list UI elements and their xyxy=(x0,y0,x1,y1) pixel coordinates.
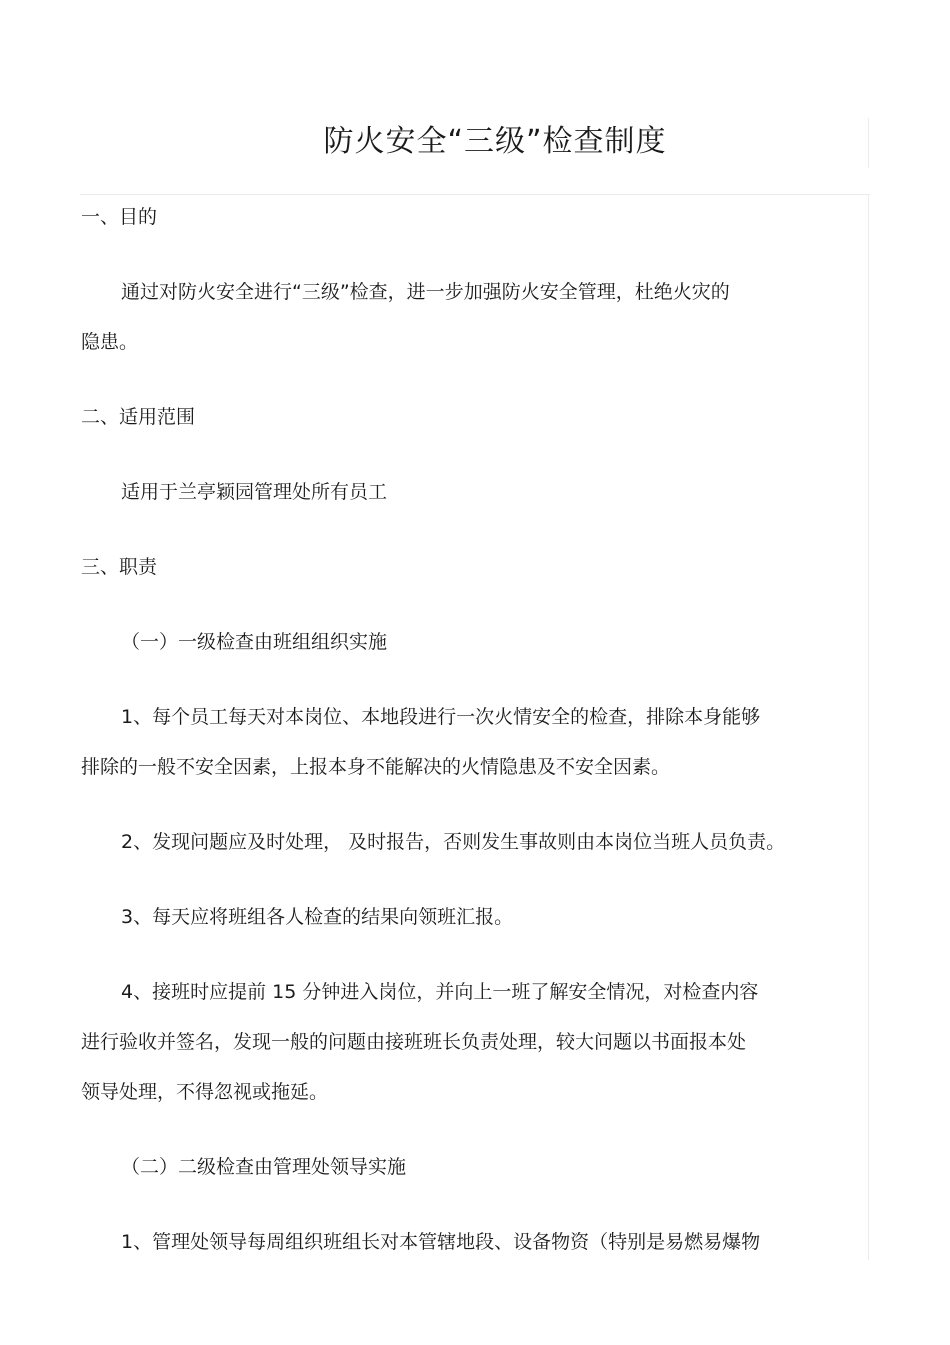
header-divider xyxy=(80,194,870,195)
paragraph-line: 排除的一般不安全因素，上报本身不能解决的火情隐患及不安全因素。 xyxy=(81,756,671,778)
subsection-heading-level-two: （二）二级检查由管理处领导实施 xyxy=(121,1156,407,1178)
document-title: 防火安全“三级”检查制度 xyxy=(323,124,667,159)
paragraph-line: 1、管理处领导每周组织班组长对本管辖地段、设备物资（特别是易燃易爆物 xyxy=(121,1231,761,1253)
paragraph-line: 进行验收并签名，发现一般的问题由接班班长负责处理，较大问题以书面报本处 xyxy=(81,1031,747,1053)
section-heading-duties: 三、职责 xyxy=(81,556,158,578)
paragraph-line: 隐患。 xyxy=(81,331,139,353)
paragraph-line: 2、发现问题应及时处理， 及时报告，否则发生事故则由本岗位当班人员负责。 xyxy=(121,831,786,853)
subsection-heading-level-one: （一）一级检查由班组组织实施 xyxy=(121,631,388,653)
paragraph-line: 1、每个员工每天对本岗位、本地段进行一次火情安全的检查，排除本身能够 xyxy=(121,706,761,728)
paragraph-line: 3、每天应将班组各人检查的结果向领班汇报。 xyxy=(121,906,514,928)
page-edge-line xyxy=(868,195,869,1260)
section-heading-purpose: 一、目的 xyxy=(81,206,158,228)
section-heading-scope: 二、适用范围 xyxy=(81,406,196,428)
paragraph-line: 适用于兰亭颖园管理处所有员工 xyxy=(121,481,388,503)
paragraph-line: 通过对防火安全进行“三级”检查，进一步加强防火安全管理，杜绝火灾的 xyxy=(121,281,730,303)
paragraph-line: 4、接班时应提前 15 分钟进入岗位，并向上一班了解安全情况，对检查内容 xyxy=(121,981,759,1003)
paragraph-line: 领导处理，不得忽视或拖延。 xyxy=(81,1081,329,1103)
